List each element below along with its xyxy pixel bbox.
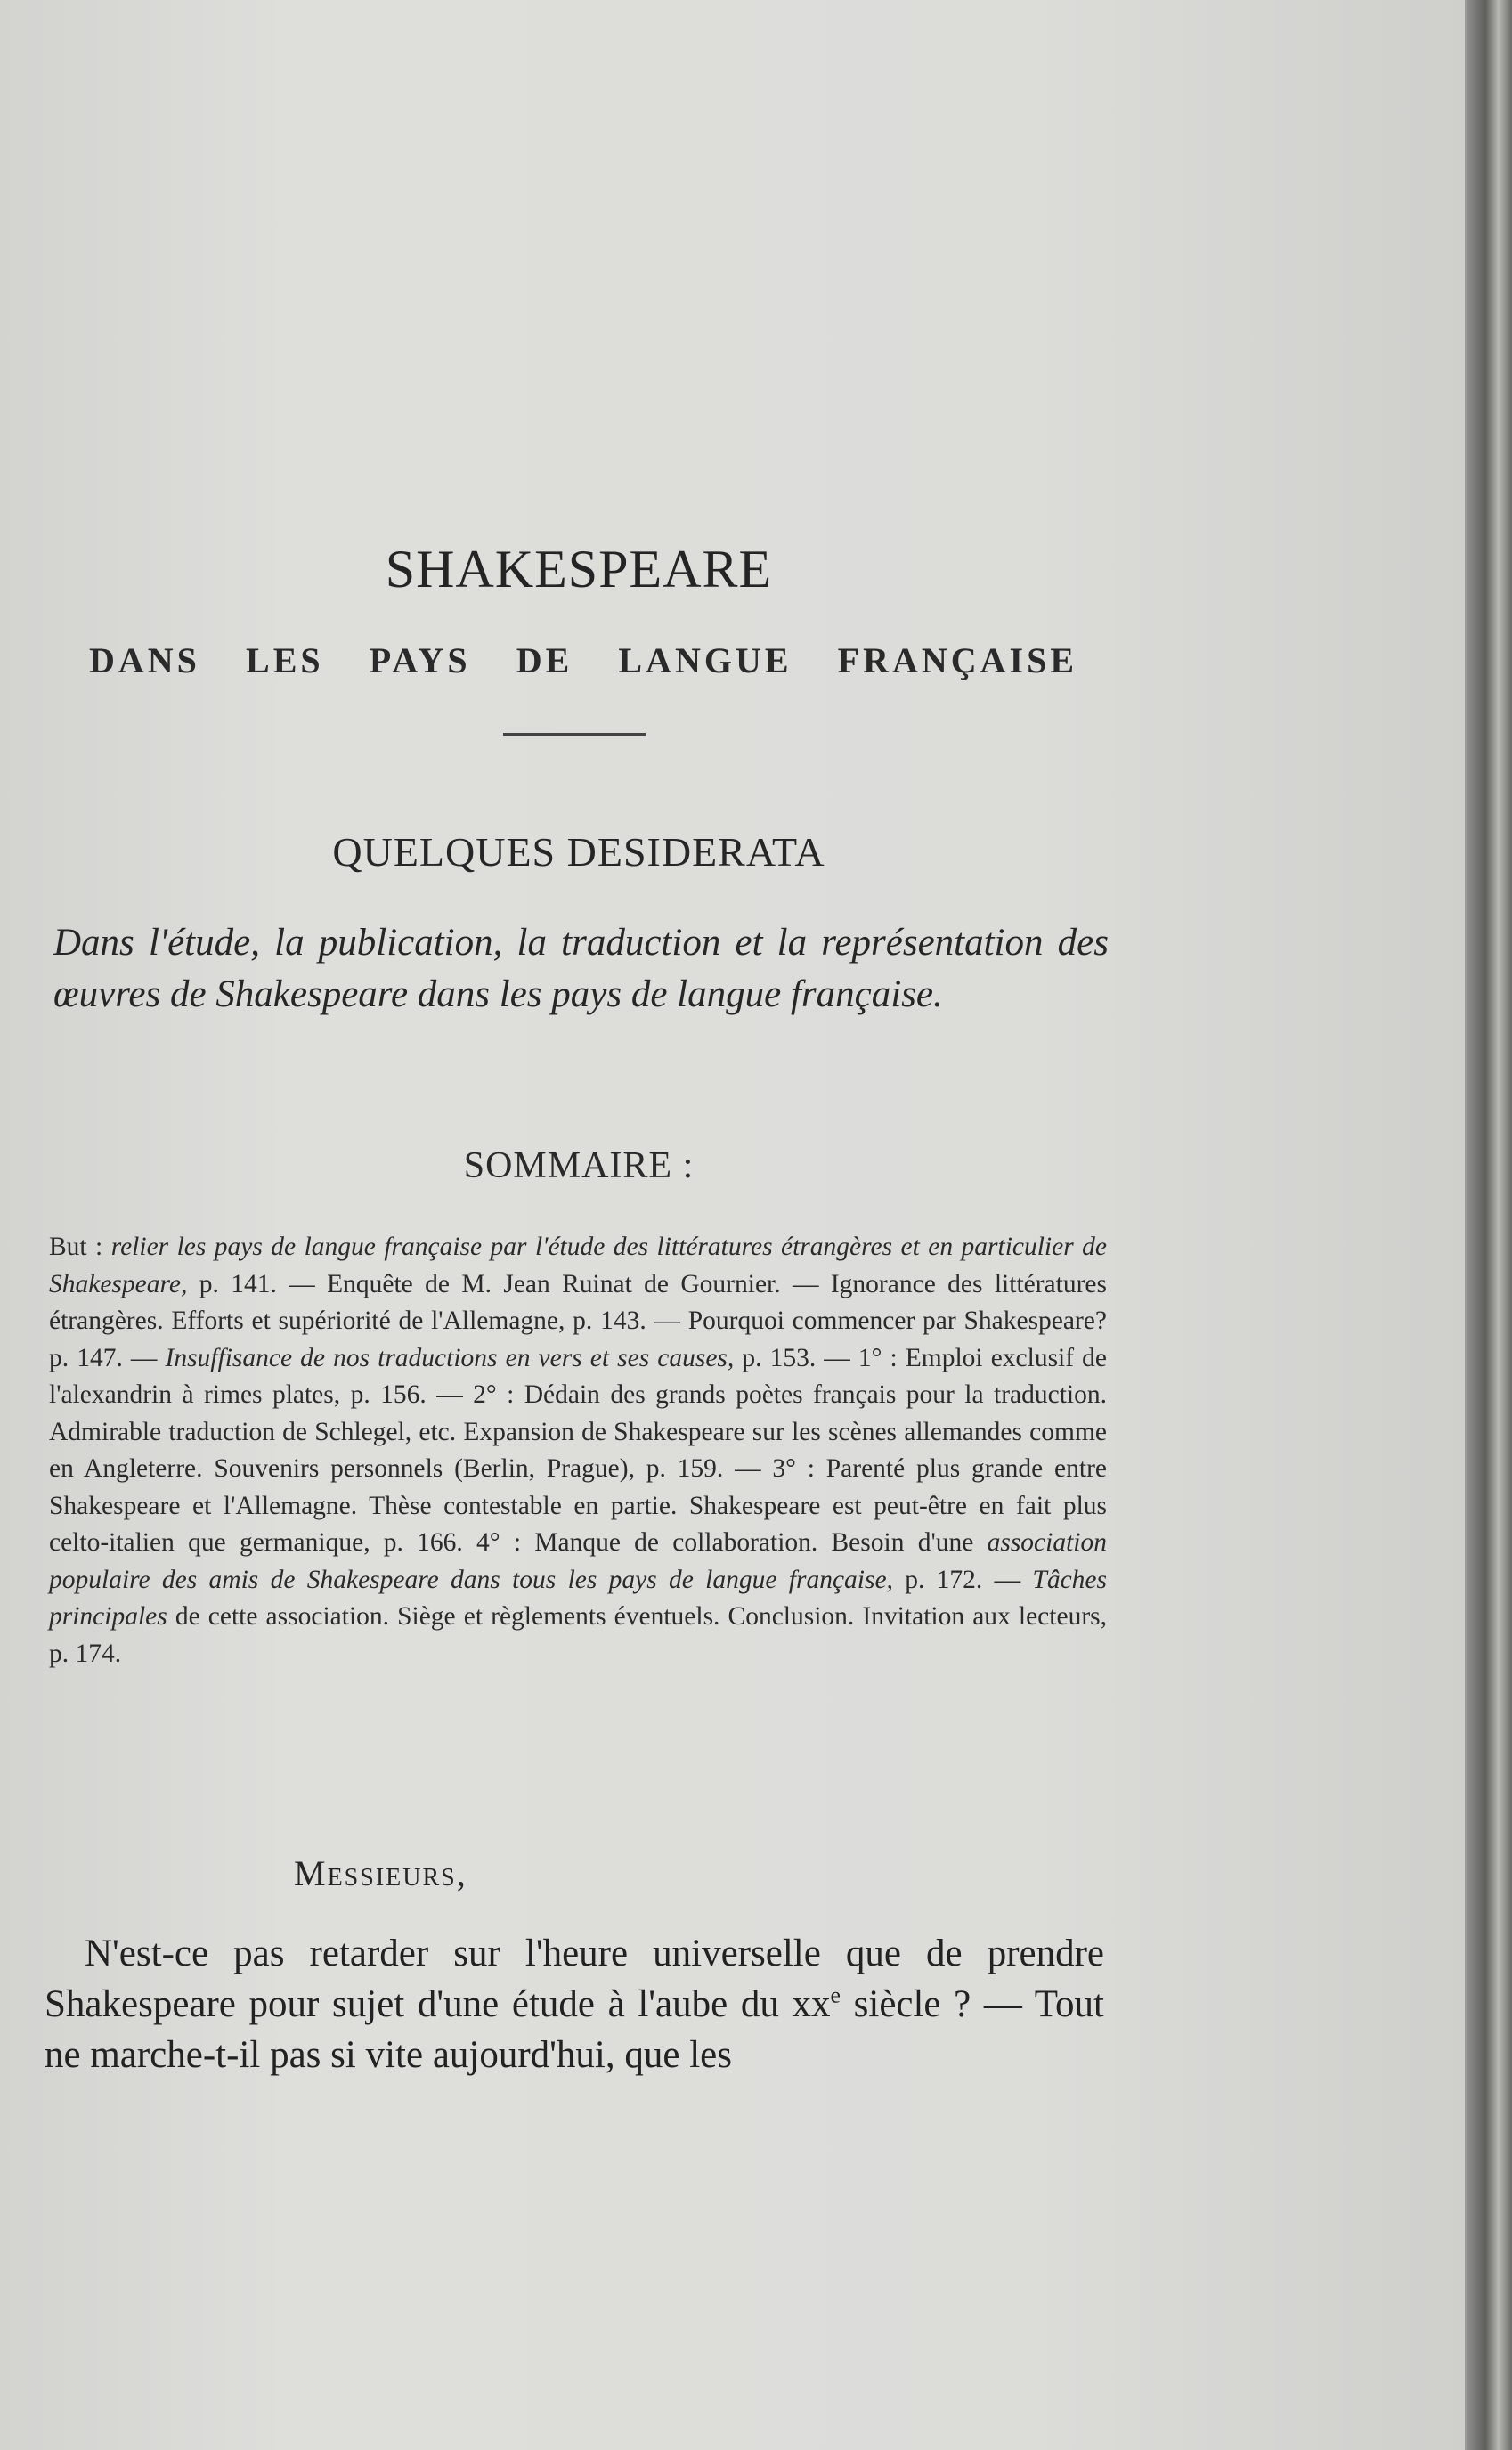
summary-segment: Insuffisance de nos traductions en vers et ses causes, — [165, 1343, 735, 1372]
summary-segment: But : — [49, 1233, 111, 1261]
body-text-start: N'est-ce pas retarder sur l'heure universelle que de prendre Shakespeare pour sujet d'une étude à l'aube du xx — [45, 1933, 1104, 2025]
century-superscript: e — [830, 1982, 841, 2008]
summary-segment: p. 153. — 1° : Emploi exclusif de l'alexandrin à rimes plates, p. 156. — 2° : Dédain des grands poètes français pour la traduction. Admirable traduction de Schlegel, etc. Expansion de Shakespeare sur les scènes allemandes comme en Angleterre. Souvenirs personnels (Berlin, Prague), p. 159. — 3° : Parenté plus grande entre Shakespeare et l'Allemagne. Thèse contestable en partie. Shakespeare est peut-être en fait plus celto-italien que germanique, p. 166. 4° : Manque de collaboration. Besoin d'une — [49, 1343, 1108, 1557]
page-subtitle: DANS LES PAYS DE LANGUE FRANÇAISE — [89, 640, 1077, 680]
summary-segment: relier les pays de langue française par l'étude des littératures étrangères et en particulier de Shakespeare, — [49, 1233, 1107, 1298]
summary-segment: p. 172. — — [892, 1565, 1033, 1594]
intro-paragraph: Dans l'étude, la publication, la traduction et la représentation des œuvres de Shakespeare dans les pays de langue française. — [53, 922, 1109, 1015]
summary-segment: p. 141. — Enquête de M. Jean Ruinat de Gournier. — Ignorance des littératures étrangères. Efforts et supériorité de l'Allemagne, p. 143. — Pourquoi commencer par Shakespeare? p. 147. — — [49, 1269, 1107, 1372]
salutation: Messieurs, — [294, 1853, 467, 1893]
summary-segment: association populaire des amis de Shakespeare dans tous les pays de langue française, — [49, 1528, 1107, 1594]
body-paragraph — [45, 1928, 1104, 2080]
summary-paragraph — [49, 1229, 1107, 1673]
page-title: SHAKESPEARE — [385, 540, 773, 598]
book-spine — [1467, 0, 1512, 2450]
section-title: QUELQUES DESIDERATA — [332, 829, 825, 875]
divider-rule — [503, 733, 646, 736]
summary-segment: Tâches principales — [49, 1565, 1107, 1631]
sommaire-heading: SOMMAIRE : — [463, 1145, 695, 1186]
body-text-end: siècle ? — Tout ne marche-t-il pas si vite aujourd'hui, que les — [45, 1983, 1104, 2076]
summary-segment: de cette association. Siège et règlements éventuels. Conclusion. Invitation aux lecteurs, p. 174. — [49, 1602, 1107, 1668]
